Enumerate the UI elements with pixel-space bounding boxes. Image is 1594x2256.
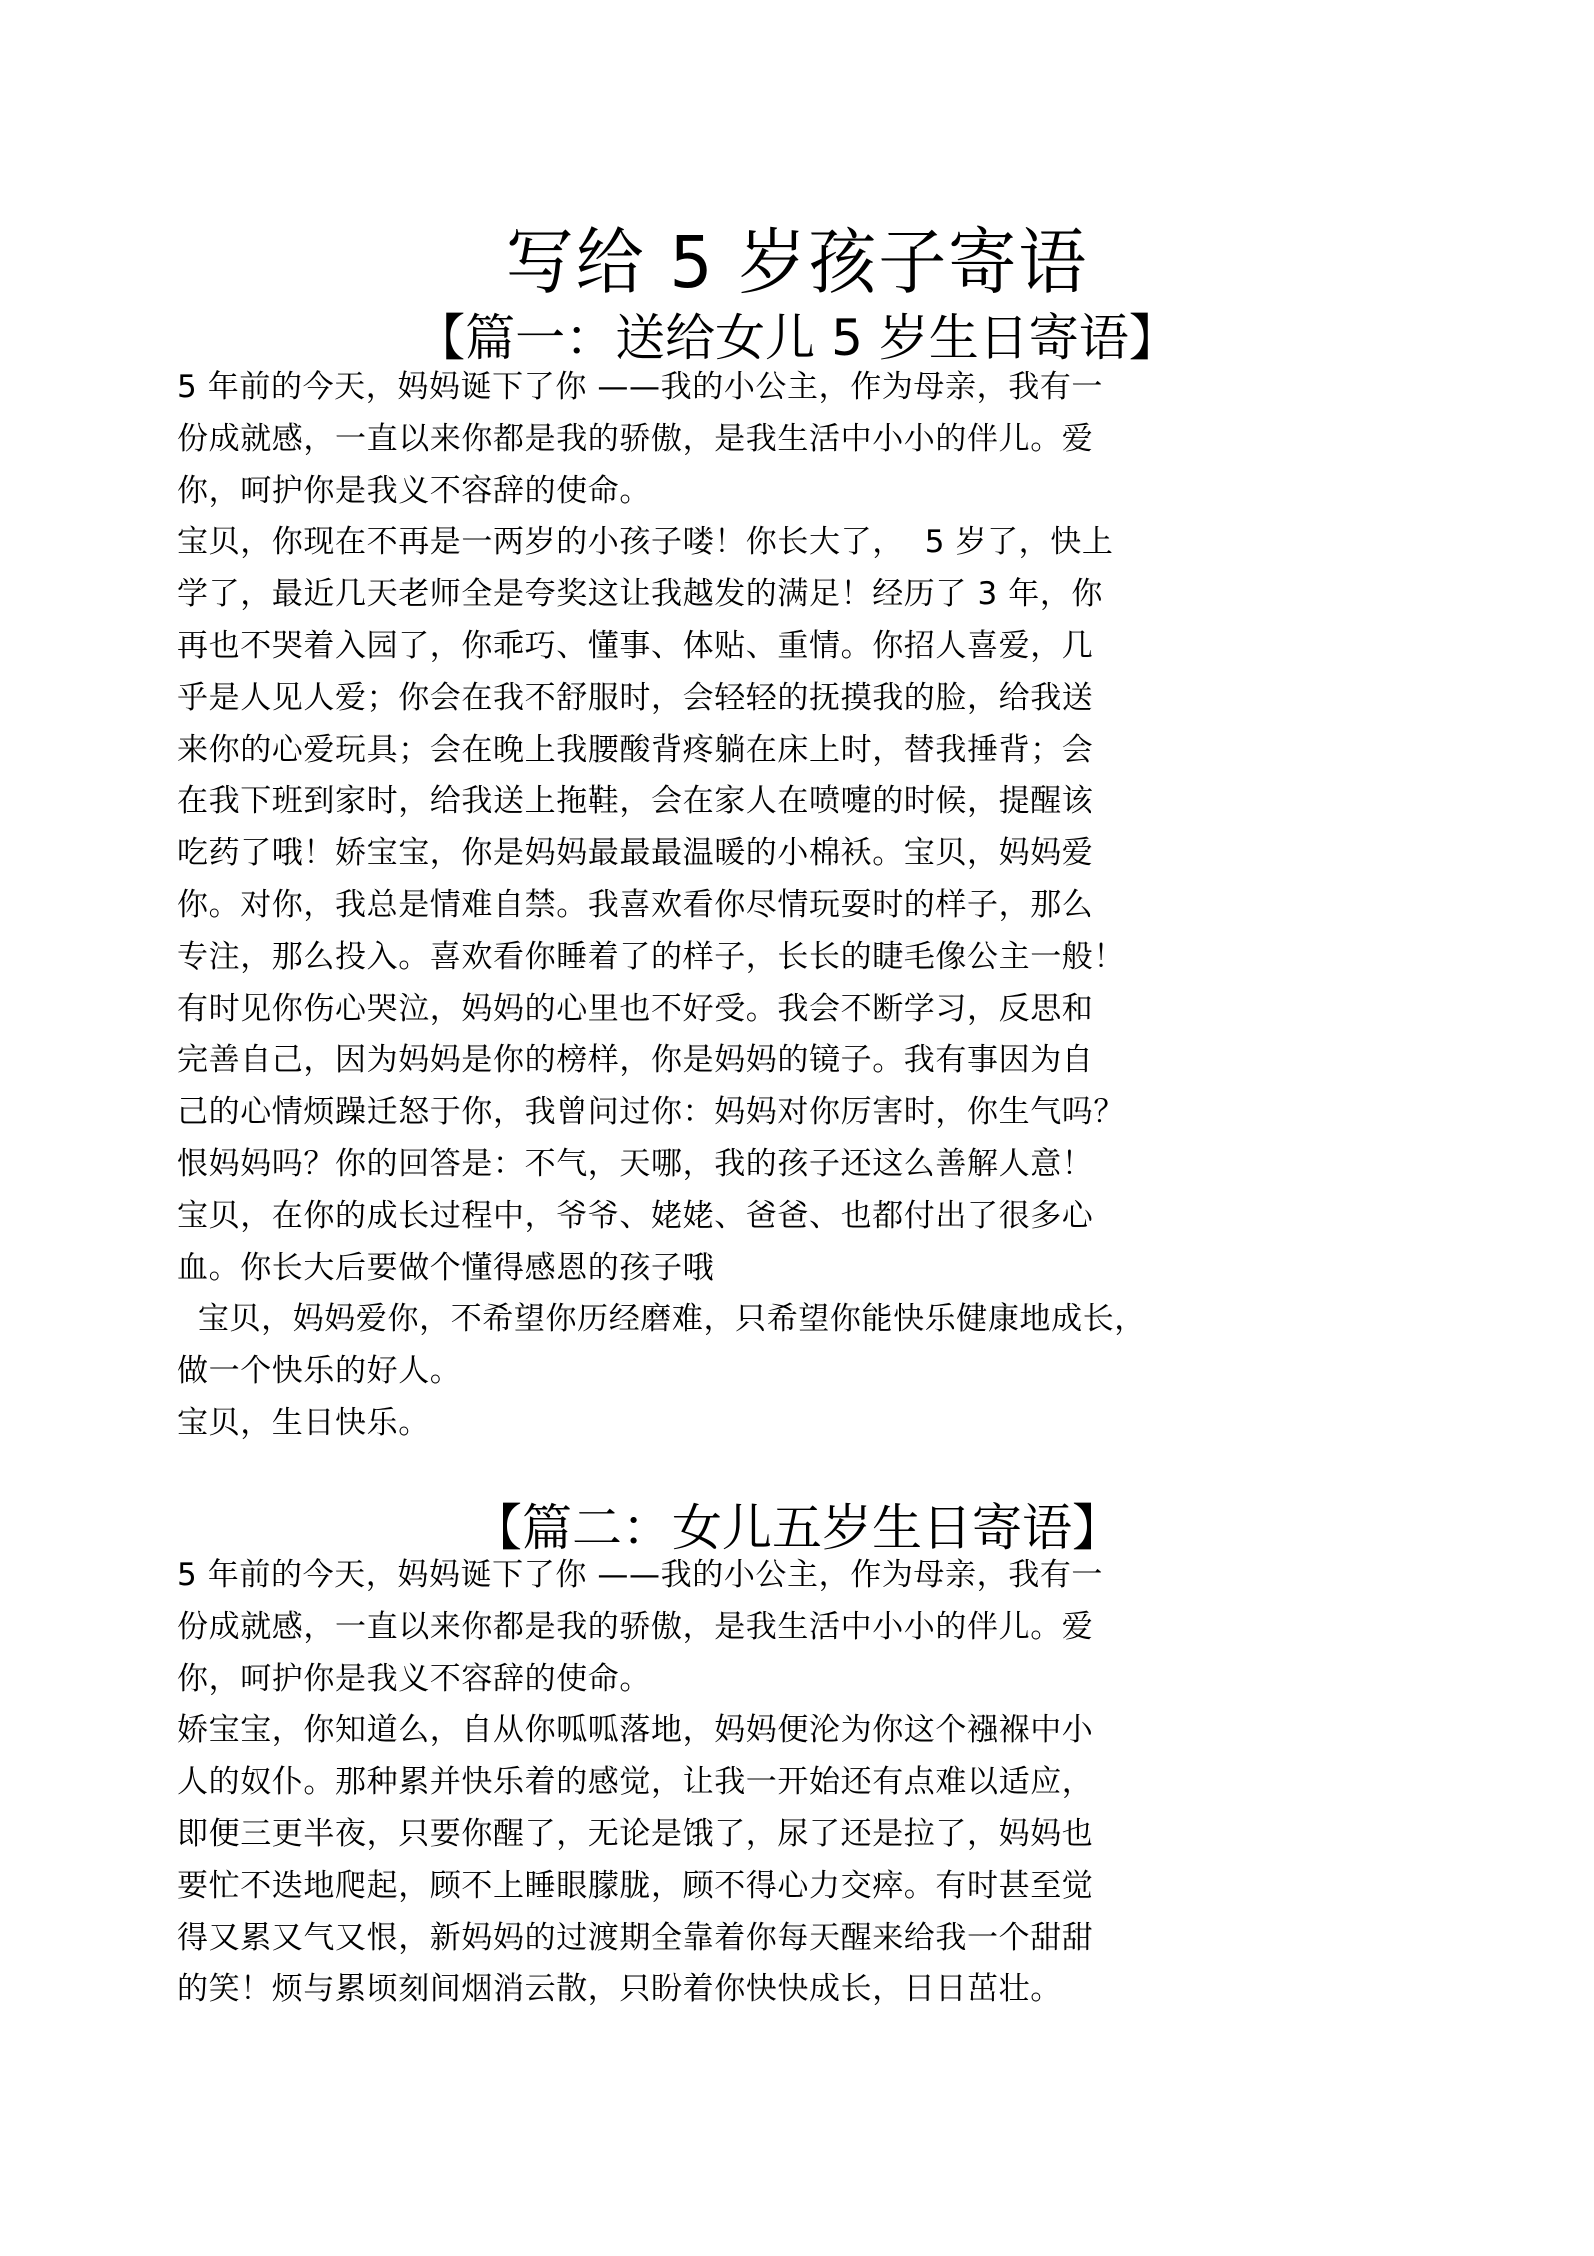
section-1-body bbox=[177, 362, 1437, 1450]
body-line: 宝贝，妈妈爱你，不希望你历经磨难，只希望你能快乐健康地成长， bbox=[177, 1301, 1146, 1338]
document-title: 写给 5 岁孩子寄语 bbox=[505, 221, 1089, 305]
body-line: 宝贝，生日快乐。 bbox=[177, 1404, 430, 1441]
body-line: 娇宝宝，你知道么，自从你呱呱落地，妈妈便沦为你这个襁褓中小 bbox=[177, 1712, 1094, 1749]
body-line: 在我下班到家时，给我送上拖鞋，会在家人在喷嚏的时候，提醒该 bbox=[177, 783, 1094, 820]
body-line: 你，呵护你是我义不容辞的使命。 bbox=[177, 1660, 651, 1697]
body-line: 份成就感，一直以来你都是我的骄傲，是我生活中小小的伴儿。爱 bbox=[177, 1608, 1094, 1645]
body-line: 吃药了哦！娇宝宝，你是妈妈最最最温暖的小棉袄。宝贝，妈妈爱 bbox=[177, 835, 1094, 872]
section-2-body bbox=[177, 1550, 1437, 2016]
body-line: 己的心情烦躁迁怒于你，我曾问过你：妈妈对你厉害时，你生气吗？ bbox=[177, 1094, 1125, 1131]
body-line: 5 年前的今天，妈妈诞下了你 ——我的小公主，作为母亲，我有一 bbox=[177, 369, 1104, 405]
body-line: 得又累又气又恨，新妈妈的过渡期全靠着你每天醒来给我一个甜甜 bbox=[177, 1919, 1094, 1956]
body-line: 血。你长大后要做个懂得感恩的孩子哦 bbox=[177, 1249, 715, 1286]
body-line: 再也不哭着入园了，你乖巧、懂事、体贴、重情。你招人喜爱，几 bbox=[177, 627, 1094, 664]
body-line: 做一个快乐的好人。 bbox=[177, 1353, 462, 1390]
section-heading-1: 【篇一：送给女儿 5 岁生日寄语】 bbox=[415, 308, 1179, 367]
body-line: 宝贝，在你的成长过程中，爷爷、姥姥、爸爸、也都付出了很多心 bbox=[177, 1197, 1094, 1234]
body-line: 完善自己，因为妈妈是你的榜样，你是妈妈的镜子。我有事因为自 bbox=[177, 1042, 1094, 1079]
body-line: 你，呵护你是我义不容辞的使命。 bbox=[177, 472, 651, 509]
body-line: 学了，最近几天老师全是夸奖这让我越发的满足！经历了 3 年，你 bbox=[177, 576, 1104, 613]
body-line: 要忙不迭地爬起，顾不上睡眼朦胧，顾不得心力交瘁。有时甚至觉 bbox=[177, 1867, 1094, 1904]
body-line: 恨妈妈吗？你的回答是：不气，天哪，我的孩子还这么善解人意！ bbox=[177, 1145, 1094, 1182]
body-line: 来你的心爱玩具；会在晚上我腰酸背疼躺在床上时，替我捶背；会 bbox=[177, 731, 1094, 768]
body-line: 人的奴仆。那种累并快乐着的感觉，让我一开始还有点难以适应， bbox=[177, 1764, 1094, 1801]
body-line: 专注，那么投入。喜欢看你睡着了的样子，长长的睫毛像公主一般！ bbox=[177, 938, 1125, 975]
body-line: 的笑！烦与累顷刻间烟消云散，只盼着你快快成长，日日茁壮。 bbox=[177, 1971, 1062, 2008]
body-line: 宝贝，你现在不再是一两岁的小孩子喽！你长大了， 5 岁了，快上 bbox=[177, 524, 1114, 561]
body-line: 即便三更半夜，只要你醒了，无论是饿了，尿了还是拉了，妈妈也 bbox=[177, 1815, 1094, 1852]
body-line: 5 年前的今天，妈妈诞下了你 ——我的小公主，作为母亲，我有一 bbox=[177, 1557, 1104, 1593]
body-line: 份成就感，一直以来你都是我的骄傲，是我生活中小小的伴儿。爱 bbox=[177, 420, 1094, 457]
body-line: 有时见你伤心哭泣，妈妈的心里也不好受。我会不断学习，反思和 bbox=[177, 990, 1094, 1027]
section-heading-2: 【篇二：女儿五岁生日寄语】 bbox=[472, 1498, 1122, 1557]
body-line: 乎是人见人爱；你会在我不舒服时，会轻轻的抚摸我的脸，给我送 bbox=[177, 679, 1094, 716]
body-line: 你。对你，我总是情难自禁。我喜欢看你尽情玩耍时的样子，那么 bbox=[177, 886, 1094, 923]
